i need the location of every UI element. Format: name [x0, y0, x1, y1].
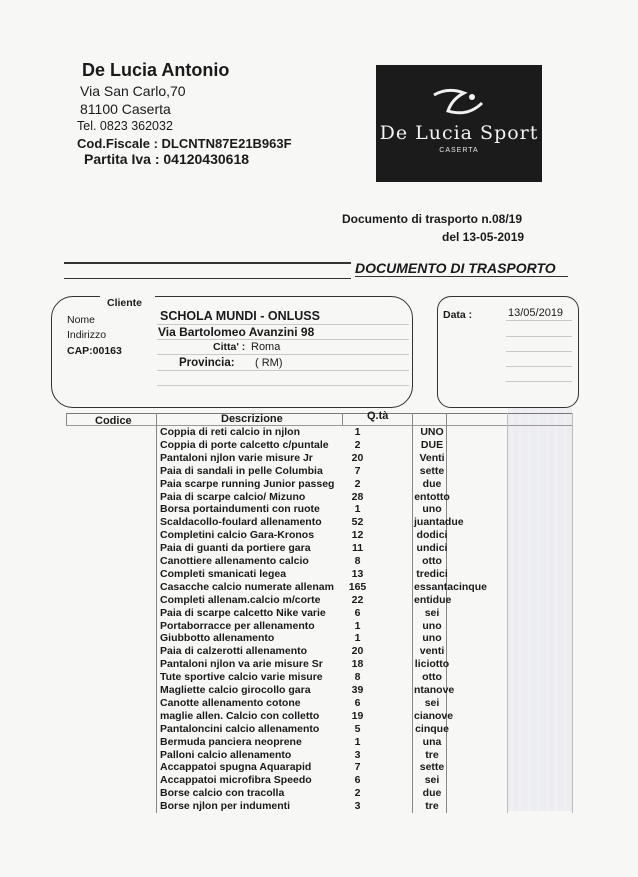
item-description: Palloni calcio allenamento	[160, 748, 292, 761]
item-quantity: 5	[354, 722, 361, 735]
sender-fiscal-code: Cod.Fiscale : DLCNTN87E21B963F	[77, 136, 292, 151]
column-header-description: Descrizione	[221, 413, 283, 425]
item-quantity: 7	[354, 464, 361, 477]
item-quantity: 1	[354, 426, 361, 438]
item-quantity: 18	[351, 658, 364, 671]
table-row	[0, 761, 638, 774]
item-quantity-words: venti	[419, 645, 445, 658]
item-description: Scaldacollo-foulard allenamento	[160, 516, 322, 529]
item-quantity: 2	[354, 438, 361, 451]
item-quantity-words: cianove	[414, 709, 454, 722]
item-quantity: 11	[351, 542, 364, 555]
item-quantity-words: tre	[425, 800, 439, 813]
item-quantity: 22	[351, 593, 364, 606]
item-description: Giubbotto allenamento	[160, 632, 275, 645]
item-quantity-words: otto	[422, 671, 442, 684]
client-name: SCHOLA MUNDI - ONLUSS	[160, 309, 320, 323]
item-description: Pantaloni njlon va arie misure Sr	[160, 658, 323, 671]
item-description: Coppia di reti calcio in njlon	[160, 426, 301, 438]
item-quantity: 7	[354, 761, 361, 774]
item-quantity-words: uno	[422, 619, 442, 632]
table-row	[0, 452, 638, 465]
table-row	[0, 568, 638, 581]
table-row	[0, 491, 638, 504]
item-quantity: 1	[354, 503, 361, 516]
table-row	[0, 658, 638, 671]
item-quantity-words: essantacinque	[414, 580, 487, 593]
sender-address: Via San Carlo,70	[80, 83, 186, 99]
item-description: Pantaloncini calcio allenamento	[160, 722, 320, 735]
table-row	[0, 620, 638, 633]
item-quantity: 2	[354, 477, 361, 490]
item-quantity: 28	[351, 490, 364, 503]
title-rule	[64, 278, 351, 279]
item-quantity-words: due	[422, 787, 442, 800]
item-description: Paia scarpe running Junior passeg	[160, 477, 335, 490]
table-row	[0, 529, 638, 542]
company-logo	[376, 65, 542, 182]
item-quantity-words: sei	[424, 696, 440, 709]
item-description: Tute sportive calcio varie misure	[160, 671, 323, 684]
item-quantity-words: tre	[425, 748, 439, 761]
table-row	[0, 426, 638, 439]
item-quantity-words: ntanove	[414, 684, 455, 696]
item-quantity: 52	[351, 516, 364, 529]
item-quantity: 12	[351, 529, 364, 542]
item-quantity-words: sette	[419, 464, 445, 477]
table-row	[0, 697, 638, 710]
client-province-label: Provincia:	[179, 357, 235, 369]
item-quantity: 3	[354, 748, 361, 761]
item-quantity-words: sei	[424, 606, 440, 619]
client-section-label: Cliente	[107, 297, 143, 309]
item-description: Paia di scarpe calcio/ Mizuno	[160, 490, 306, 503]
item-quantity-words: sei	[424, 774, 440, 787]
item-quantity-words: juantadue	[414, 516, 464, 529]
table-row	[0, 632, 638, 645]
item-description: Borsa portaindumenti con ruote	[160, 503, 320, 516]
item-description: Completi smanicati legea	[160, 567, 287, 580]
client-cap: CAP:00163	[67, 345, 122, 357]
item-quantity-words: undici	[416, 542, 448, 555]
table-row	[0, 516, 638, 529]
date-value: 13/05/2019	[508, 307, 564, 319]
item-quantity-words: liciotto	[414, 658, 450, 671]
item-quantity: 6	[354, 606, 361, 619]
table-row	[0, 594, 638, 607]
item-description: Completi allenam.calcio m/corte	[160, 593, 321, 606]
table-row	[0, 723, 638, 736]
item-quantity-words: DUE	[420, 438, 444, 451]
item-description: Bermuda panciera neoprene	[160, 735, 302, 748]
table-row	[0, 774, 638, 787]
client-address-label: Indirizzo	[67, 329, 107, 341]
item-quantity: 6	[354, 774, 361, 787]
table-row	[0, 465, 638, 478]
item-description: Accappatoi spugna Aquarapid	[160, 761, 312, 774]
item-description: Canotte allenamento cotone	[160, 696, 301, 709]
title-rule	[64, 262, 351, 264]
column-header-qty: Q.tà	[367, 410, 389, 422]
item-description: Magliette calcio girocollo gara	[160, 684, 311, 696]
sender-phone: Tel. 0823 362032	[77, 119, 173, 133]
item-description: Coppia di porte calcetto c/puntale	[160, 438, 329, 451]
item-quantity: 165	[348, 580, 367, 593]
item-quantity-words: otto	[422, 555, 442, 567]
table-row	[0, 555, 638, 568]
item-quantity: 19	[351, 709, 364, 722]
item-description: Accappatoi microfibra Speedo	[160, 774, 312, 787]
item-quantity-words: UNO	[420, 426, 444, 438]
logo-text: De Lucia Sport	[379, 122, 539, 144]
item-quantity-words: entotto	[414, 490, 450, 503]
item-quantity-words: entidue	[414, 593, 452, 606]
item-quantity-words: uno	[422, 632, 442, 645]
document-title: DOCUMENTO DI TRASPORTO	[355, 260, 556, 276]
item-quantity: 1	[354, 619, 361, 632]
item-quantity-words: dodici	[416, 529, 448, 542]
client-name-label: Nome	[67, 314, 96, 326]
table-row	[0, 710, 638, 723]
table-row	[0, 503, 638, 516]
title-underline	[355, 276, 568, 277]
logo-subtitle: CASERTA	[439, 147, 479, 154]
item-description: Canottiere allenamento calcio	[160, 555, 309, 567]
item-quantity-words: sette	[419, 761, 445, 774]
item-quantity: 1	[354, 735, 361, 748]
client-province: ( RM)	[255, 357, 283, 369]
item-description: Paia di calzerotti allenamento	[160, 645, 308, 658]
table-row	[0, 736, 638, 749]
item-quantity-words: cinque	[415, 722, 449, 735]
sender-name: De Lucia Antonio	[82, 60, 230, 80]
table-row	[0, 645, 638, 658]
item-description: Casacche calcio numerate allenam	[160, 580, 334, 593]
item-description: Completini calcio Gara-Kronos	[160, 529, 315, 542]
table-row	[0, 581, 638, 594]
item-quantity: 2	[354, 787, 361, 800]
item-quantity: 8	[354, 671, 361, 684]
client-city: Roma	[251, 341, 281, 353]
table-row	[0, 684, 638, 697]
item-description: Pantaloni njlon varie misure Jr	[160, 451, 313, 464]
table-row	[0, 439, 638, 452]
table-row	[0, 749, 638, 762]
client-city-label: Citta' :	[213, 341, 246, 353]
item-quantity: 3	[354, 800, 361, 813]
item-quantity: 13	[351, 567, 364, 580]
table-row	[0, 800, 638, 813]
item-description: Borse njlon per indumenti	[160, 800, 291, 813]
sender-vat: Partita Iva : 04120430618	[84, 151, 250, 167]
table-row	[0, 787, 638, 800]
item-description: Portaborracce per allenamento	[160, 619, 315, 632]
item-quantity: 1	[354, 632, 361, 645]
item-quantity-words: uno	[422, 503, 442, 516]
item-description: Paia di scarpe calcetto Nike varie	[160, 606, 326, 619]
item-quantity: 20	[351, 451, 364, 464]
sender-city: 81100 Caserta	[80, 101, 171, 117]
table-row	[0, 542, 638, 555]
table-row	[0, 478, 638, 491]
date-label: Data :	[443, 309, 473, 321]
item-quantity: 39	[351, 684, 364, 696]
item-quantity-words: due	[422, 477, 442, 490]
item-description: Paia di sandali in pelle Columbia	[160, 464, 323, 477]
item-quantity-words: tredici	[416, 567, 448, 580]
document-date: del 13-05-2019	[442, 230, 525, 244]
document-number: Documento di trasporto n.08/19	[342, 212, 523, 226]
item-quantity: 20	[351, 645, 364, 658]
item-description: maglie allen. Calcio con colletto	[160, 709, 320, 722]
client-address: Via Bartolomeo Avanzini 98	[158, 325, 315, 339]
item-quantity: 8	[354, 555, 361, 567]
item-quantity: 6	[354, 696, 361, 709]
item-quantity-words: Venti	[419, 451, 445, 464]
column-header-code: Codice	[95, 415, 132, 427]
item-description: Borse calcio con tracolla	[160, 787, 285, 800]
item-quantity-words: una	[422, 735, 442, 748]
table-row	[0, 607, 638, 620]
item-description: Paia di guanti da portiere gara	[160, 542, 311, 555]
table-row	[0, 671, 638, 684]
